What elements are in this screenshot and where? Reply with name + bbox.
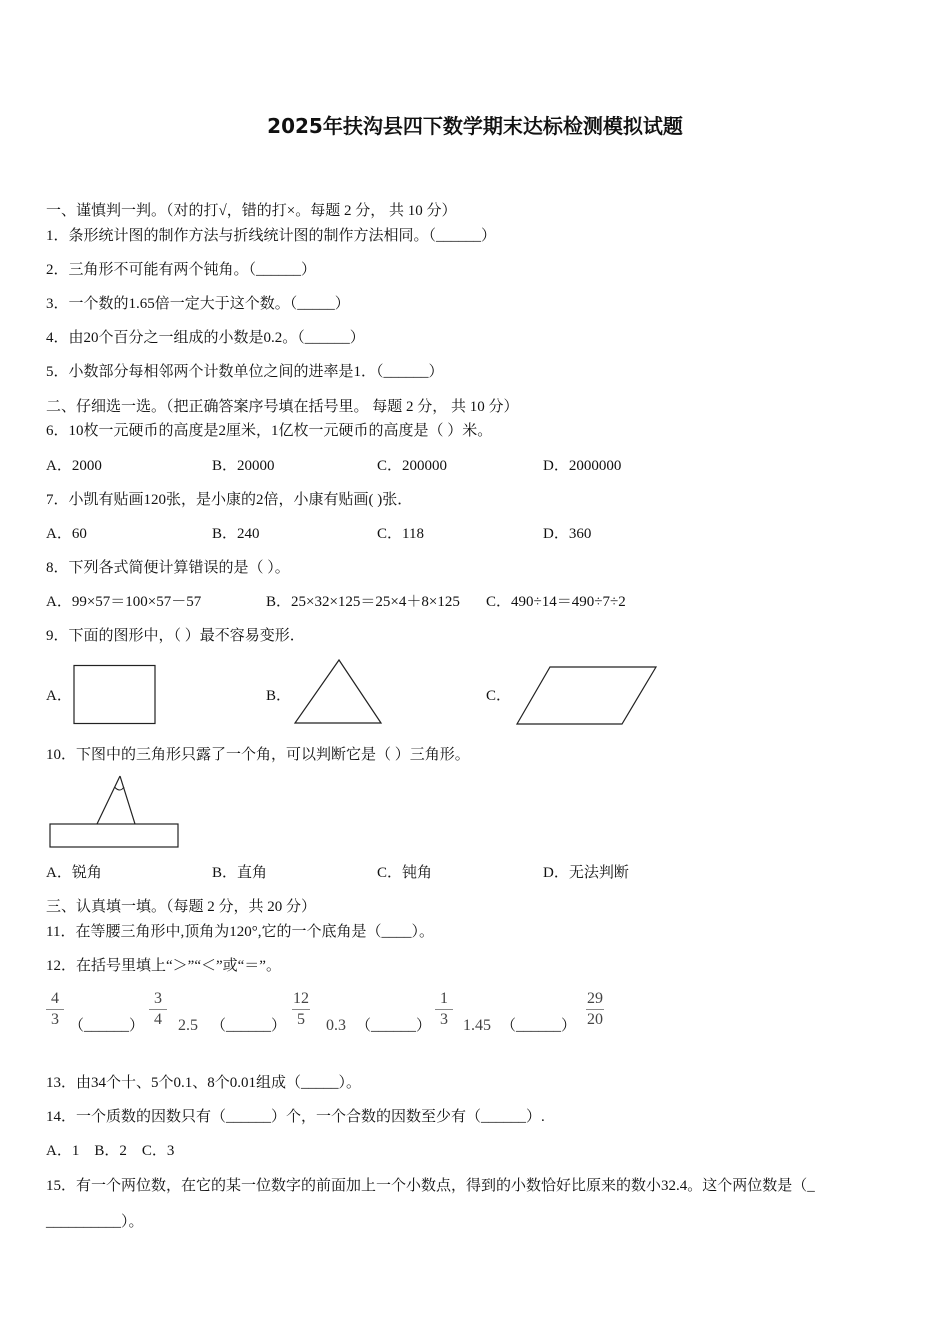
question-13: 13．由34个十、5个0.1、8个0.01组成（_____）。 [46, 1075, 362, 1091]
question-1: 1．条形统计图的制作方法与折线统计图的制作方法相同。（______） [46, 228, 497, 244]
parallelogram-figure [515, 665, 660, 727]
fraction-4-3: 4 3 [44, 990, 66, 1029]
fraction-1-3: 1 3 [433, 990, 455, 1029]
question-4: 4．由20个百分之一组成的小数是0.2。（______） [46, 330, 365, 346]
fraction-29-20: 29 20 [587, 990, 603, 1028]
question-12: 12．在括号里填上“＞”“＜”或“＝”。 [46, 958, 281, 974]
q7-option-c: C．118 [377, 526, 424, 542]
q7-option-d: D．360 [543, 526, 592, 542]
q9-label-a: A． [46, 688, 72, 704]
question-10: 10．下图中的三角形只露了一个角，可以判断它是（ ）三角形。 [46, 747, 470, 763]
fraction-12-5: 12 5 [293, 990, 309, 1028]
q8-option-a: A．99×57＝100×57－57 [46, 594, 202, 610]
value-0-3: 0.3 [326, 1017, 346, 1034]
question-14: 14．一个质数的因数只有（______）个，一个合数的因数至少有（______）. [46, 1109, 545, 1125]
q7-option-b: B．240 [212, 526, 260, 542]
q10-option-d: D．无法判断 [543, 865, 629, 881]
rectangle-figure [72, 664, 158, 726]
question-5: 5．小数部分每相邻两个计数单位之间的进率是1．（______） [46, 364, 444, 380]
q10-option-c: C．钝角 [377, 865, 433, 881]
section3-header: 三、认真填一填。（每题 2 分，共 20 分） [46, 899, 317, 915]
q10-option-a: A．锐角 [46, 865, 102, 881]
hidden-triangle-figure [48, 774, 182, 850]
blank-3[interactable]: （______） [356, 1018, 432, 1034]
question-11: 11．在等腰三角形中,顶角为120°,它的一个底角是（____）。 [46, 924, 434, 940]
blank-1[interactable]: （______） [69, 1018, 145, 1034]
q9-label-c: C． [486, 688, 512, 704]
question-7: 7．小凯有贴画120张，是小康的2倍，小康有贴画( )张． [46, 492, 413, 508]
fraction-3-4: 3 4 [147, 990, 169, 1029]
angle-arc-icon [115, 787, 125, 790]
q8-option-c: C．490÷14＝490÷7÷2 [486, 594, 626, 610]
q8-option-b: B．25×32×125＝25×4＋8×125 [266, 594, 460, 610]
question-3: 3．一个数的1.65倍一定大于这个数。（_____） [46, 296, 350, 312]
blank-4[interactable]: （______） [501, 1018, 577, 1034]
q14-options: A．1 B．2 C．3 [46, 1143, 175, 1159]
question-2: 2．三角形不可能有两个钝角。（______） [46, 262, 317, 278]
q6-option-a: A．2000 [46, 458, 102, 474]
q7-option-a: A．60 [46, 526, 87, 542]
value-2-5: 2.5 [178, 1017, 198, 1034]
value-1-45: 1.45 [463, 1017, 491, 1034]
q6-option-c: C．200000 [377, 458, 448, 474]
section2-header: 二、仔细选一选。（把正确答案序号填在括号里。 每题 2 分， 共 10 分） [46, 399, 519, 415]
question-15-line1: 15．有一个两位数，在它的某一位数字的前面加上一个小数点，得到的小数恰好比原来的数小32.4。这个两位数是（_ [46, 1178, 815, 1194]
blank-2[interactable]: （______） [211, 1018, 287, 1034]
q6-option-b: B．20000 [212, 458, 275, 474]
question-8: 8．下列各式简便计算错误的是（ ）。 [46, 560, 290, 576]
q10-option-b: B．直角 [212, 865, 268, 881]
question-9: 9．下面的图形中，（ ）最不容易变形． [46, 628, 305, 644]
page-title: 2025年扶沟县四下数学期末达标检测模拟试题 [267, 114, 683, 138]
question-6: 6．10枚一元硬币的高度是2厘米，1亿枚一元硬币的高度是（ ）米。 [46, 423, 493, 439]
triangle-figure [293, 658, 385, 726]
question-15-line2: __________）。 [46, 1214, 144, 1230]
section1-header: 一、谨慎判一判。（对的打√，错的打×。每题 2 分， 共 10 分） [46, 203, 457, 219]
q9-label-b: B． [266, 688, 292, 704]
q6-option-d: D．2000000 [543, 458, 622, 474]
